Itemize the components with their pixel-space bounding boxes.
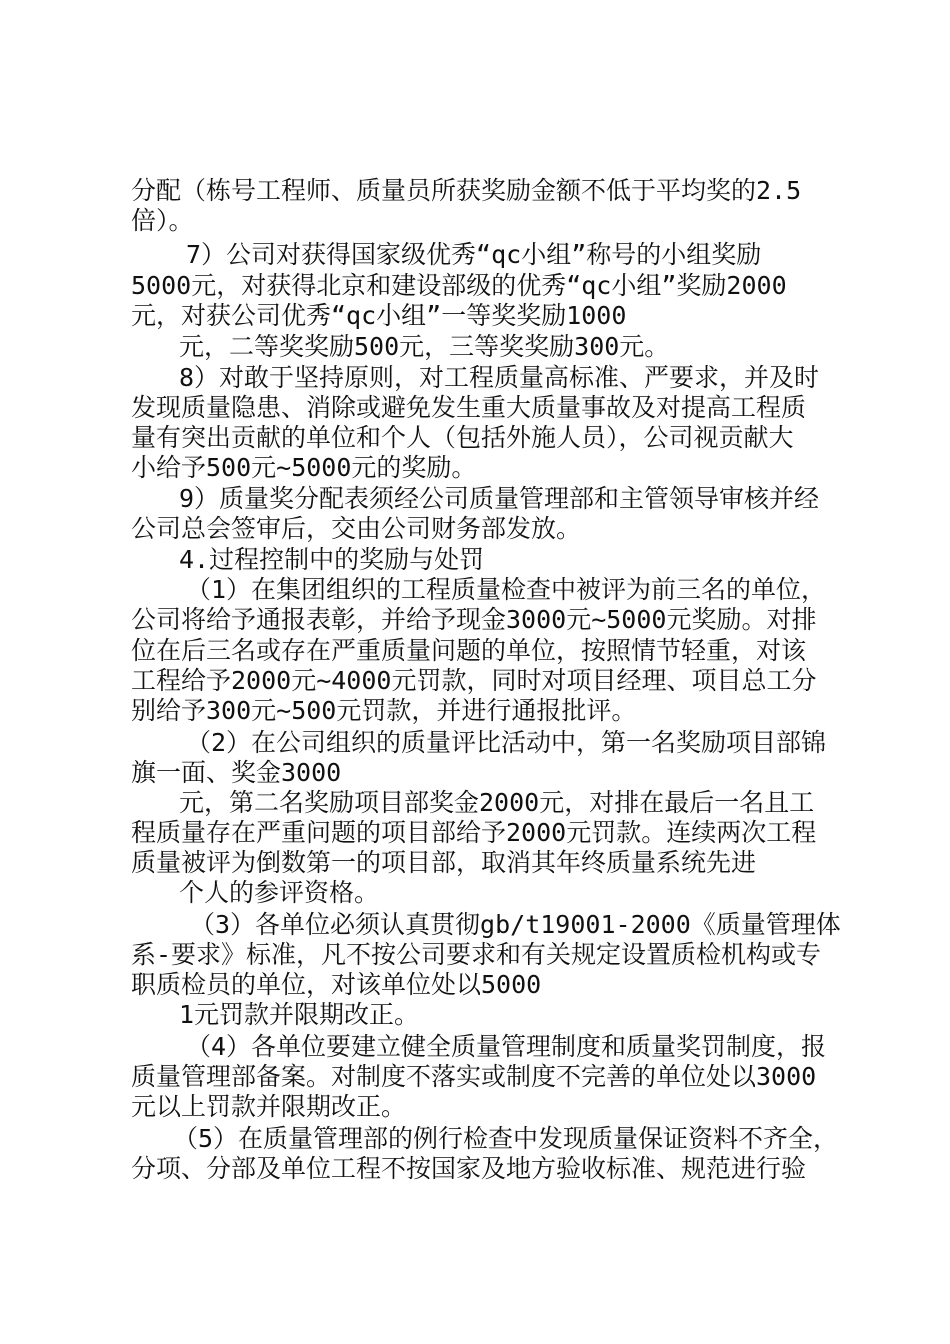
text-line: 个人的参评资格。 (179, 878, 380, 907)
text-line: （1）在集团组织的工程质量检查中被评为前三名的单位， (186, 575, 827, 604)
text-line: 公司将给予通报表彰，并给予现金3000元~5000元奖励。对排 (131, 605, 817, 634)
text-line: 发现质量隐患、消除或避免发生重大质量事故及对提高工程质 (131, 393, 807, 422)
text-line: 量有突出贡献的单位和个人（包括外施人员），公司视贡献大 (131, 423, 794, 452)
text-line: 元，对获公司优秀“qc小组”一等奖奖励1000 (131, 301, 627, 330)
text-line: 元，第二名奖励项目部奖金2000元，对排在最后一名且工 (179, 788, 815, 817)
text-line: （4）各单位要建立健全质量管理制度和质量奖罚制度，报 (186, 1032, 827, 1061)
text-line: 元，二等奖奖励500元，三等奖奖励300元。 (179, 332, 670, 361)
text-line: 质量被评为倒数第一的项目部，取消其年终质量系统先进 (131, 848, 757, 877)
text-line: 旗一面、奖金3000 (131, 758, 342, 787)
text-line: 别给予300元~500元罚款，并进行通报批评。 (131, 696, 637, 725)
text-line: 9）质量奖分配表须经公司质量管理部和主管领导审核并经 (179, 484, 820, 513)
text-line: （5）在质量管理部的例行检查中发现质量保证资料不齐全， (173, 1124, 839, 1153)
text-line: 质量管理部备案。对制度不落实或制度不完善的单位处以3000 (131, 1062, 817, 1091)
text-line: 7）公司对获得国家级优秀“qc小组”称号的小组奖励 (186, 240, 762, 269)
text-line: 小给予500元~5000元的奖励。 (131, 453, 477, 482)
text-line: 5000元，对获得北京和建设部级的优秀“qc小组”奖励2000 (131, 271, 787, 300)
text-line: （3）各单位必须认真贯彻gb/t19001-2000《质量管理体 (190, 910, 841, 939)
text-line: 职质检员的单位，对该单位处以5000 (131, 970, 542, 999)
text-line: 分配（栋号工程师、质量员所获奖励金额不低于平均奖的2.5 (131, 176, 802, 205)
text-line: 程质量存在严重问题的项目部给予2000元罚款。连续两次工程 (131, 818, 817, 847)
text-line: 元以上罚款并限期改正。 (131, 1092, 407, 1121)
text-line: 公司总会签审后，交由公司财务部发放。 (131, 514, 582, 543)
text-line: 位在后三名或存在严重质量问题的单位，按照情节轻重，对该 (131, 636, 807, 665)
text-line: （2）在公司组织的质量评比活动中，第一名奖励项目部锦 (186, 728, 827, 757)
text-line: 倍）。 (131, 206, 194, 235)
text-line: 工程给予2000元~4000元罚款，同时对项目经理、项目总工分 (131, 666, 817, 695)
text-line: 8）对敢于坚持原则，对工程质量高标准、严要求，并及时 (179, 363, 820, 392)
section-heading: 4.过程控制中的奖励与处罚 (179, 545, 485, 574)
text-line: 分项、分部及单位工程不按国家及地方验收标准、规范进行验 (131, 1154, 807, 1183)
text-line: 1元罚款并限期改正。 (179, 1000, 420, 1029)
text-line: 系-要求》标准，凡不按公司要求和有关规定设置质检机构或专 (131, 940, 822, 969)
